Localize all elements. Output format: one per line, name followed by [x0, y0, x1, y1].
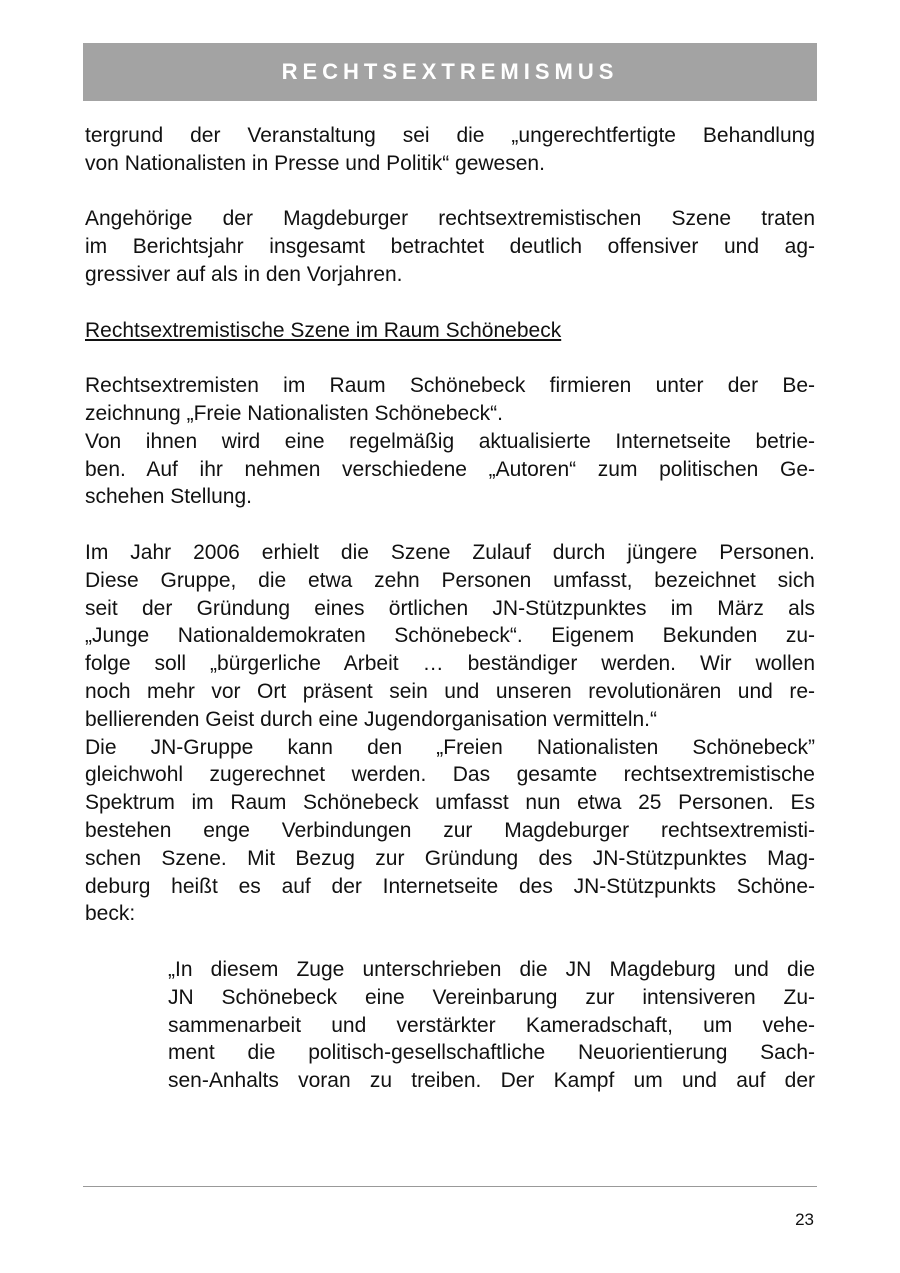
text-line: von Nationalisten in Presse und Politik“ gewesen.	[85, 151, 545, 175]
text-line: Von ihnen wird eine regelmäßig aktualisierte Internetseite betrie-	[85, 429, 815, 453]
text-line: ment die politisch-gesellschaftliche Neuorientierung Sach-	[168, 1041, 815, 1065]
text-line: Diese Gruppe, die etwa zehn Personen umfasst, bezeichnet sich	[85, 568, 815, 592]
paragraph	[85, 372, 815, 428]
text-line: ben. Auf ihr nehmen verschiedene „Autoren“ zum politischen Ge-	[85, 457, 815, 481]
text-line: sen-Anhalts voran zu treiben. Der Kampf um und auf der	[168, 1069, 815, 1093]
text-line: Die JN-Gruppe kann den „Freien Nationalisten Schönebeck”	[85, 735, 815, 759]
text-line: im Berichtsjahr insgesamt betrachtet deutlich offensiver und ag-	[85, 235, 815, 259]
text-line: sammenarbeit und verstärkter Kameradschaft, um vehe-	[168, 1013, 815, 1037]
footer-divider	[83, 1186, 817, 1187]
page-number: 23	[795, 1210, 814, 1229]
paragraph	[85, 428, 815, 511]
text-line: „In diesem Zuge unterschrieben die JN Magdeburg und die	[168, 957, 815, 981]
text-line: „Junge Nationaldemokraten Schönebeck“. Eigenem Bekunden zu-	[85, 624, 815, 648]
paragraph	[85, 539, 815, 734]
text-line: gleichwohl zugerechnet werden. Das gesamte rechtsextremistische	[85, 763, 815, 787]
text-line: Spektrum im Raum Schönebeck umfasst nun etwa 25 Personen. Es	[85, 791, 815, 815]
text-line: Im Jahr 2006 erhielt die Szene Zulauf durch jüngere Personen.	[85, 540, 815, 564]
paragraph-gap	[85, 178, 815, 206]
text-line: noch mehr vor Ort präsent sein und unseren revolutionären und re-	[85, 679, 815, 703]
section-title: RECHTSEXTREMISMUS	[281, 59, 619, 84]
text-line: folge soll „bürgerliche Arbeit … beständiger werden. Wir wollen	[85, 652, 815, 676]
text-line: tergrund der Veranstaltung sei die „ungerechtfertigte Behandlung	[85, 124, 815, 147]
text-line: seit der Gründung eines örtlichen JN-Stützpunktes im März als	[85, 596, 815, 620]
subheading	[85, 317, 815, 345]
text-line: schen Szene. Mit Bezug zur Gründung des JN-Stützpunktes Mag-	[85, 846, 815, 870]
paragraph-gap	[85, 344, 815, 372]
text-line: deburg heißt es auf der Internetseite des JN-Stützpunkts Schöne-	[85, 874, 815, 898]
subheading-text: Rechtsextremistische Szene im Raum Schönebeck	[85, 318, 562, 342]
text-line: beck:	[85, 902, 136, 926]
paragraph	[85, 122, 815, 178]
text-line: Angehörige der Magdeburger rechtsextremistischen Szene traten	[85, 207, 815, 231]
text-line: bestehen enge Verbindungen zur Magdeburger rechtsextremisti-	[85, 818, 815, 842]
paragraph-gap	[85, 928, 815, 956]
body-text	[85, 122, 815, 1095]
section-header-bar	[83, 43, 817, 101]
paragraph	[85, 734, 815, 929]
paragraph	[85, 205, 815, 288]
text-line: schehen Stellung.	[85, 485, 252, 509]
block-quote	[168, 956, 815, 1095]
text-line: zeichnung „Freie Nationalisten Schönebeck“.	[85, 401, 503, 425]
paragraph-gap	[85, 289, 815, 317]
paragraph-gap	[85, 511, 815, 539]
text-line: gressiver auf als in den Vorjahren.	[85, 262, 403, 286]
text-line: JN Schönebeck eine Vereinbarung zur intensiveren Zu-	[168, 985, 815, 1009]
text-line: Rechtsextremisten im Raum Schönebeck firmieren unter der Be-	[85, 374, 815, 398]
text-line: bellierenden Geist durch eine Jugendorganisation vermitteln.“	[85, 707, 658, 731]
